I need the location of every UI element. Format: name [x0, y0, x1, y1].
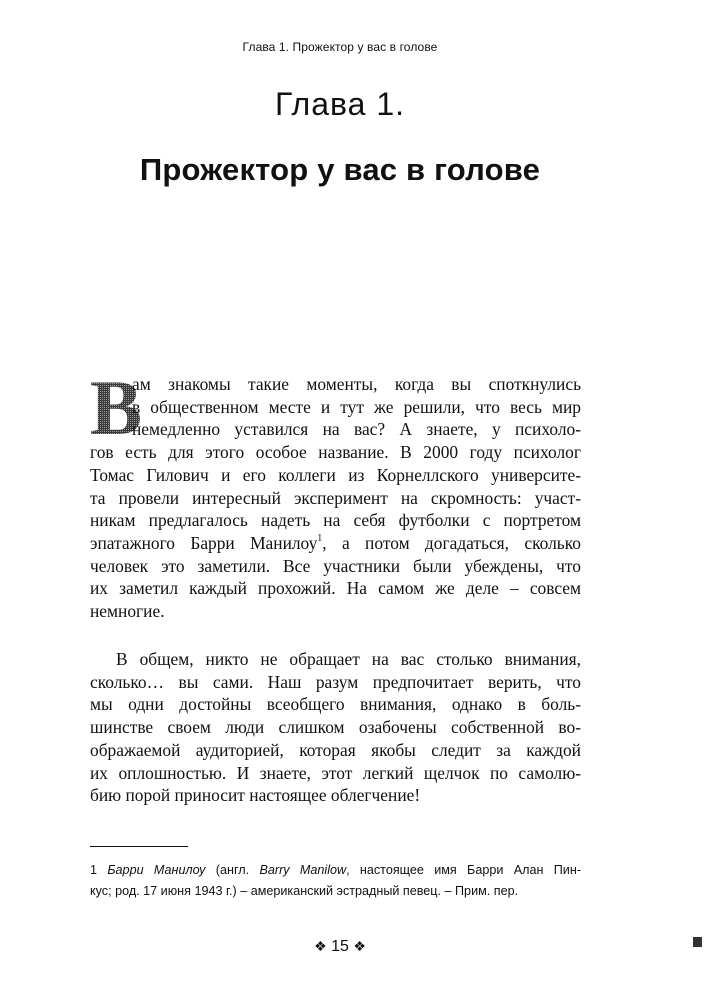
paragraph-2: [90, 648, 581, 807]
text-line: немедленно уставился на вас? А знаете, у психоло-: [132, 419, 581, 440]
text-line: их оплошностью. И знаете, этот легкий щелчок по самолю-: [90, 762, 581, 783]
footnote-line: кус; род. 17 июня 1943 г.) – американский эстрадный певец. – Прим. пер.: [90, 883, 519, 898]
text-fragment: , а потом догадаться, сколько: [322, 532, 581, 553]
footnote-marker: 1: [90, 863, 98, 877]
footnote-name-en: Barry Manilow: [259, 863, 347, 877]
text-line-with-footnote: [90, 532, 581, 555]
chapter-title: Прожектор у вас в голове: [139, 152, 541, 187]
paragraph-1: [90, 373, 581, 623]
running-header: Глава 1. Прожектор у вас в голове: [242, 40, 438, 54]
page-number-value: 15: [331, 938, 349, 955]
text-line: сколько… вы сами. Наш разум предпочитает верить, что: [90, 671, 581, 692]
text-fragment: эпатажного Барри Манилоу: [90, 532, 318, 553]
scan-edge-mark: [693, 937, 702, 947]
text-line: в общественном месте и тут же решили, что весь мир: [132, 396, 581, 417]
text-line: бию порой приносит настоящее облегчение!: [90, 785, 421, 806]
chapter-number: Глава 1.: [274, 86, 405, 122]
drop-cap-glyph: В: [90, 364, 143, 451]
fleuron-icon: ❖: [353, 938, 366, 954]
footnote: [90, 860, 581, 901]
text-line: мы одни достойны всеобщего внимания, однако в боль-: [90, 694, 581, 715]
fleuron-icon: ❖: [314, 938, 327, 954]
footnote-line: [90, 860, 581, 881]
text-line: немногие.: [90, 601, 165, 622]
text-line: В общем, никто не обращает на вас столько внимания,: [116, 649, 581, 669]
footnote-reference: 1: [317, 533, 323, 545]
text-line: их заметил каждый прохожий. На самом же деле – совсем: [90, 578, 581, 599]
footnote-text: (англ.: [205, 863, 260, 877]
text-line: та провели интересный эксперимент на скромность: участ-: [90, 487, 581, 508]
footnote-text: , настоящее имя Барри Алан Пин-: [346, 863, 581, 877]
text-line: ам знакомы такие моменты, когда вы споткнулись: [132, 374, 581, 394]
footnote-name-ru: Барри Манилоу: [107, 863, 206, 877]
text-line: Томас Гилович и его коллеги из Корнеллского университе-: [90, 464, 581, 485]
text-line: человек это заметили. Все участники были убеждены, что: [90, 555, 581, 576]
text-line: никам предлагалось надеть на себя футболки с портретом: [90, 510, 581, 531]
page-number: [0, 938, 680, 956]
text-line: гов есть для этого особое название. В 2000 году психолог: [90, 442, 581, 463]
text-line: шинстве своем люди слишком озабочены собственной во-: [90, 717, 581, 738]
text-line: ображаемой аудиторией, которая якобы следит за каждой: [90, 739, 581, 760]
footnote-divider: [90, 846, 188, 847]
